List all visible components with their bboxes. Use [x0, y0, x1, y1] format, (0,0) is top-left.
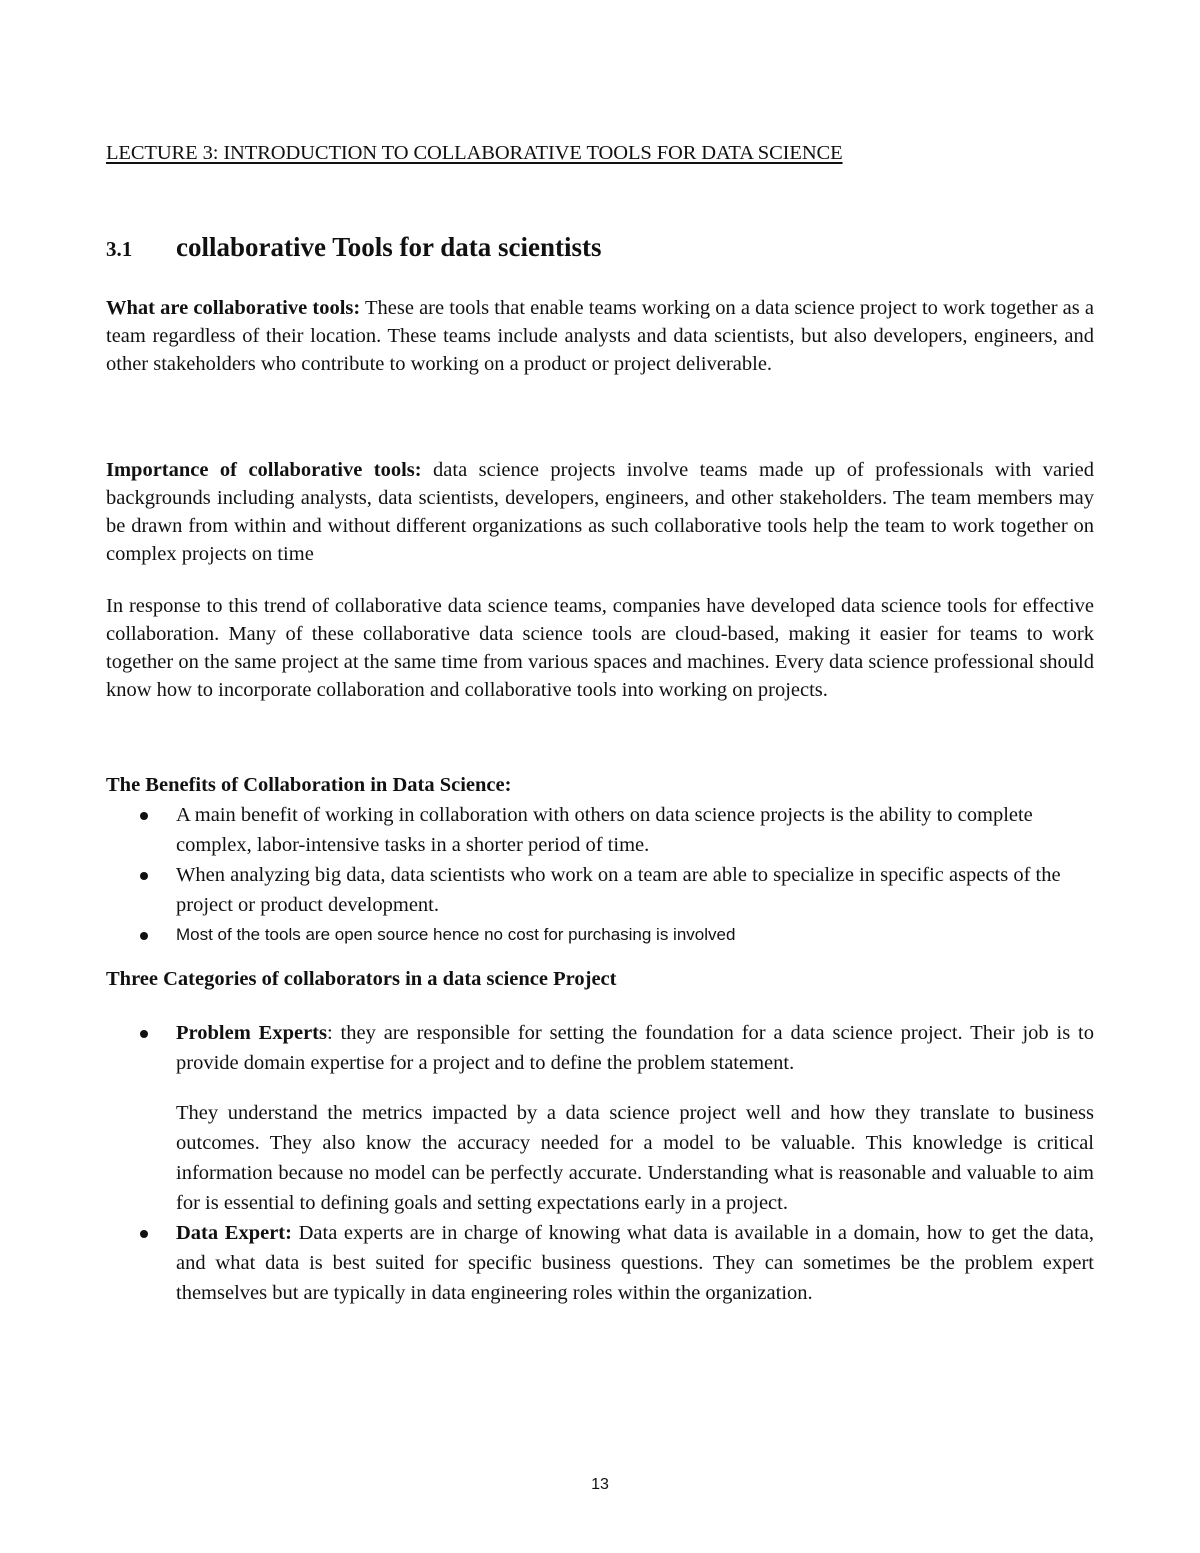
section-number: 3.1 — [106, 237, 133, 261]
benefit-text: A main benefit of working in collaboration with others on data science projects is the ability to complete complex, labor-intensive tasks in a shorter period of time. — [176, 804, 1033, 856]
what-are-text: These are tools that enable teams working on a data science project to work together as a team regardless of their location. These teams include analysts and data scientists, but also developers, engineers, and other stakeholders who contribute to working on a product or project deliverable. — [106, 297, 1094, 375]
page-number: 13 — [591, 1476, 609, 1493]
lecture-title: LECTURE 3: INTRODUCTION TO COLLABORATIVE TOOLS FOR DATA SCIENCE — [106, 142, 843, 164]
benefit-text: Most of the tools are open source hence no cost for purchasing is involved — [176, 925, 736, 944]
category-lead: Data Expert: — [176, 1222, 292, 1244]
what-are-lead: What are collaborative tools: — [106, 297, 361, 319]
category-lead: Problem Experts — [176, 1022, 327, 1044]
categories-heading: Three Categories of collaborators in a data science Project — [106, 968, 617, 990]
importance-lead: Importance of collaborative tools: — [106, 459, 422, 481]
category-body: : they are responsible for setting the foundation for a data science project. Their job is to provide domain expertise for a project and to define the problem statement. — [176, 1022, 1094, 1074]
category-extra: They understand the metrics impacted by a data science project well and how they translate to business outcomes. They also know the accuracy needed for a model to be valuable. This knowledge is critical information because no model can be perfectly accurate. Understanding what is reasonable and valuable to aim for is essential to defining goals and setting expectations early in a project. — [176, 1102, 1094, 1214]
category-body: Data experts are in charge of knowing what data is available in a domain, how to get the data, and what data is best suited for specific business questions. They can sometimes be the problem expert themselves but are typically in data engineering roles within the organization. — [176, 1222, 1094, 1304]
benefit-text: When analyzing big data, data scientists who work on a team are able to specialize in specific aspects of the project or product development. — [176, 864, 1061, 916]
response-paragraph: In response to this trend of collaborative data science teams, companies have developed data science tools for effective collaboration. Many of these collaborative data science tools are cloud-based, making it easier for teams to work together on the same project at the same time from various spaces and machines. Every data science professional should know how to incorporate collaboration and collaborative tools into working on projects. — [106, 595, 1094, 701]
importance-text: data science projects involve teams made up of professionals with varied backgrounds including analysts, data scientists, developers, engineers, and other stakeholders. The team members may be drawn from within and without different organizations as such collaborative tools help the team to work together on complex projects on time — [106, 459, 1094, 565]
benefits-heading: The Benefits of Collaboration in Data Science: — [106, 774, 512, 796]
section-title: collaborative Tools for data scientists — [176, 232, 602, 262]
